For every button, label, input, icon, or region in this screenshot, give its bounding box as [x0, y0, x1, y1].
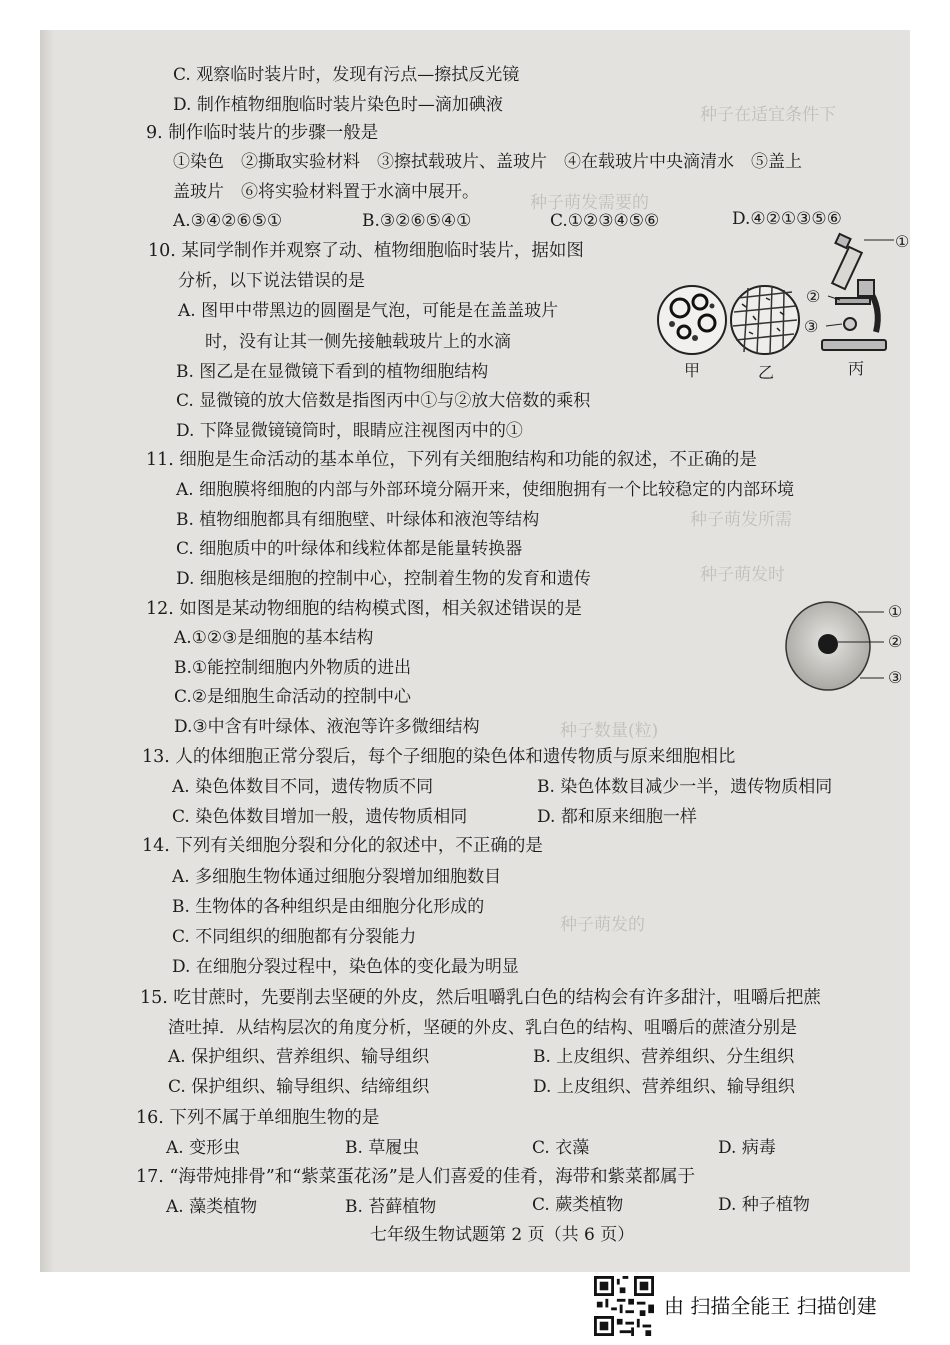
option-line: C. 细胞质中的叶绿体和线粒体都是能量转换器	[176, 539, 523, 559]
option-line: B. 植物细胞都具有细胞壁、叶绿体和液泡等结构	[176, 510, 540, 530]
option-line: A. 细胞膜将细胞的内部与外部环境分隔开来，使细胞拥有一个比较稳定的内部环境	[176, 480, 795, 500]
option-line: C. 观察临时装片时，发现有污点—擦拭反光镜	[173, 65, 520, 85]
option-line: A.①②③是细胞的基本结构	[174, 628, 374, 648]
fig10-marker-3: ③	[804, 317, 819, 336]
option-line: A. 染色体数目不同，遗传物质不同	[172, 777, 434, 797]
option-line: C.①②③④⑤⑥	[550, 211, 660, 231]
scanner-watermark: 由 扫描全能王 扫描创建	[664, 1294, 877, 1318]
option-line: D. 都和原来细胞一样	[537, 807, 697, 827]
fig12-marker-3: ③	[888, 668, 903, 687]
option-line: B. 苔藓植物	[345, 1197, 437, 1217]
question-stem: 10. 某同学制作并观察了动、植物细胞临时装片，据如图	[148, 241, 584, 261]
page-edge-shadow	[40, 30, 54, 1272]
fig10-marker-1: ①	[895, 232, 910, 251]
fig10-marker-2: ②	[806, 287, 821, 306]
option-line: C. 不同组织的细胞都有分裂能力	[172, 927, 417, 947]
option-line: B. 生物体的各种组织是由细胞分化形成的	[172, 897, 485, 917]
question-stem: 9. 制作临时装片的步骤一般是	[146, 123, 379, 143]
option-line: D.④②①③⑤⑥	[732, 209, 842, 229]
cell-view-yi	[731, 286, 799, 354]
option-line: D. 在细胞分裂过程中，染色体的变化最为明显	[172, 957, 519, 977]
option-line: B.①能控制细胞内外物质的进出	[174, 658, 412, 678]
option-line: B. 染色体数目减少一半，遗传物质相同	[537, 777, 833, 797]
option-line: D. 细胞核是细胞的控制中心，控制着生物的发育和遗传	[176, 569, 591, 589]
question-stem: 15. 吃甘蔗时，先要削去坚硬的外皮，然后咀嚼乳白色的结构会有许多甜汁，咀嚼后把蔗	[140, 988, 821, 1008]
bleed-text: 种子萌发时	[700, 565, 785, 585]
question-stem: 16. 下列不属于单细胞生物的是	[136, 1108, 380, 1128]
option-line: D. 病毒	[718, 1138, 776, 1158]
option-line: A. 多细胞生物体通过细胞分裂增加细胞数目	[172, 867, 502, 887]
option-line: A. 藻类植物	[166, 1197, 258, 1217]
cell-view-jia	[658, 286, 726, 354]
option-line: C.②是细胞生命活动的控制中心	[174, 687, 412, 707]
option-line: B. 图乙是在显微镜下看到的植物细胞结构	[176, 362, 489, 382]
question-stem: 盖玻片 ⑥将实验材料置于水滴中展开。	[173, 182, 479, 202]
question-stem: 13. 人的体细胞正常分裂后，每个子细胞的染色体和遗传物质与原来细胞相比	[142, 747, 736, 767]
question-stem: 12. 如图是某动物细胞的结构模式图，相关叙述错误的是	[146, 599, 582, 619]
option-line: D. 下降显微镜镜筒时，眼睛应注视图丙中的①	[176, 421, 523, 441]
bleed-text: 种子萌发所需	[690, 510, 792, 530]
question-stem: ①染色 ②撕取实验材料 ③擦拭载玻片、盖玻片 ④在载玻片中央滴清水 ⑤盖上	[173, 152, 802, 172]
fig10-label-jia: 甲	[684, 361, 701, 380]
animal-cell-figure	[780, 596, 890, 696]
microscope-icon	[822, 234, 886, 350]
option-line: B. 草履虫	[345, 1138, 420, 1158]
option-line: A. 保护组织、营养组织、输导组织	[168, 1047, 430, 1067]
bleed-text: 种子萌发的	[560, 915, 645, 935]
qr-code-icon	[594, 1276, 654, 1336]
option-line: C. 染色体数目增加一般，遗传物质相同	[172, 807, 468, 827]
fig10-label-yi: 乙	[758, 363, 775, 382]
bleed-text: 种子在适宜条件下	[700, 105, 836, 125]
question-stem: 17. “海带炖排骨”和“紫菜蛋花汤”是人们喜爱的佳肴，海带和紫菜都属于	[136, 1167, 696, 1187]
option-line: C. 蕨类植物	[532, 1195, 624, 1215]
option-line: C. 保护组织、输导组织、结缔组织	[168, 1077, 430, 1097]
page-footer: 七年级生物试题第 2 页（共 6 页）	[370, 1225, 635, 1245]
option-line: C. 衣藻	[532, 1138, 590, 1158]
option-line: B.③②⑥⑤④①	[362, 211, 472, 231]
option-line: B. 上皮组织、营养组织、分生组织	[533, 1047, 795, 1067]
fig10-label-bing: 丙	[848, 359, 865, 378]
bleed-text: 种子萌发需要的	[530, 193, 649, 213]
option-line: A.③④②⑥⑤①	[173, 211, 283, 231]
option-line: D. 制作植物细胞临时装片染色时—滴加碘液	[173, 95, 503, 115]
question-stem: 11. 细胞是生命活动的基本单位，下列有关细胞结构和功能的叙述，不正确的是	[146, 450, 757, 470]
q10-figure	[650, 228, 912, 378]
option-line: D.③中含有叶绿体、液泡等许多微细结构	[174, 717, 480, 737]
fig12-marker-2: ②	[888, 632, 903, 651]
question-stem: 渣吐掉．从结构层次的角度分析，坚硬的外皮、乳白色的结构、咀嚼后的蔗渣分别是	[168, 1018, 797, 1038]
option-line: A. 图甲中带黑边的圆圈是气泡，可能是在盖盖玻片	[178, 301, 559, 321]
option-line: C. 显微镜的放大倍数是指图丙中①与②放大倍数的乘积	[176, 391, 591, 411]
option-line: 时，没有让其一侧先接触载玻片上的水滴	[205, 332, 511, 352]
bleed-text: 种子数量(粒)	[560, 721, 659, 741]
option-line: D. 种子植物	[718, 1195, 810, 1215]
option-line: A. 变形虫	[166, 1138, 241, 1158]
question-stem: 分析，以下说法错误的是	[178, 271, 365, 291]
fig12-marker-1: ①	[888, 602, 903, 621]
option-line: D. 上皮组织、营养组织、输导组织	[533, 1077, 795, 1097]
question-stem: 14. 下列有关细胞分裂和分化的叙述中，不正确的是	[142, 836, 543, 856]
